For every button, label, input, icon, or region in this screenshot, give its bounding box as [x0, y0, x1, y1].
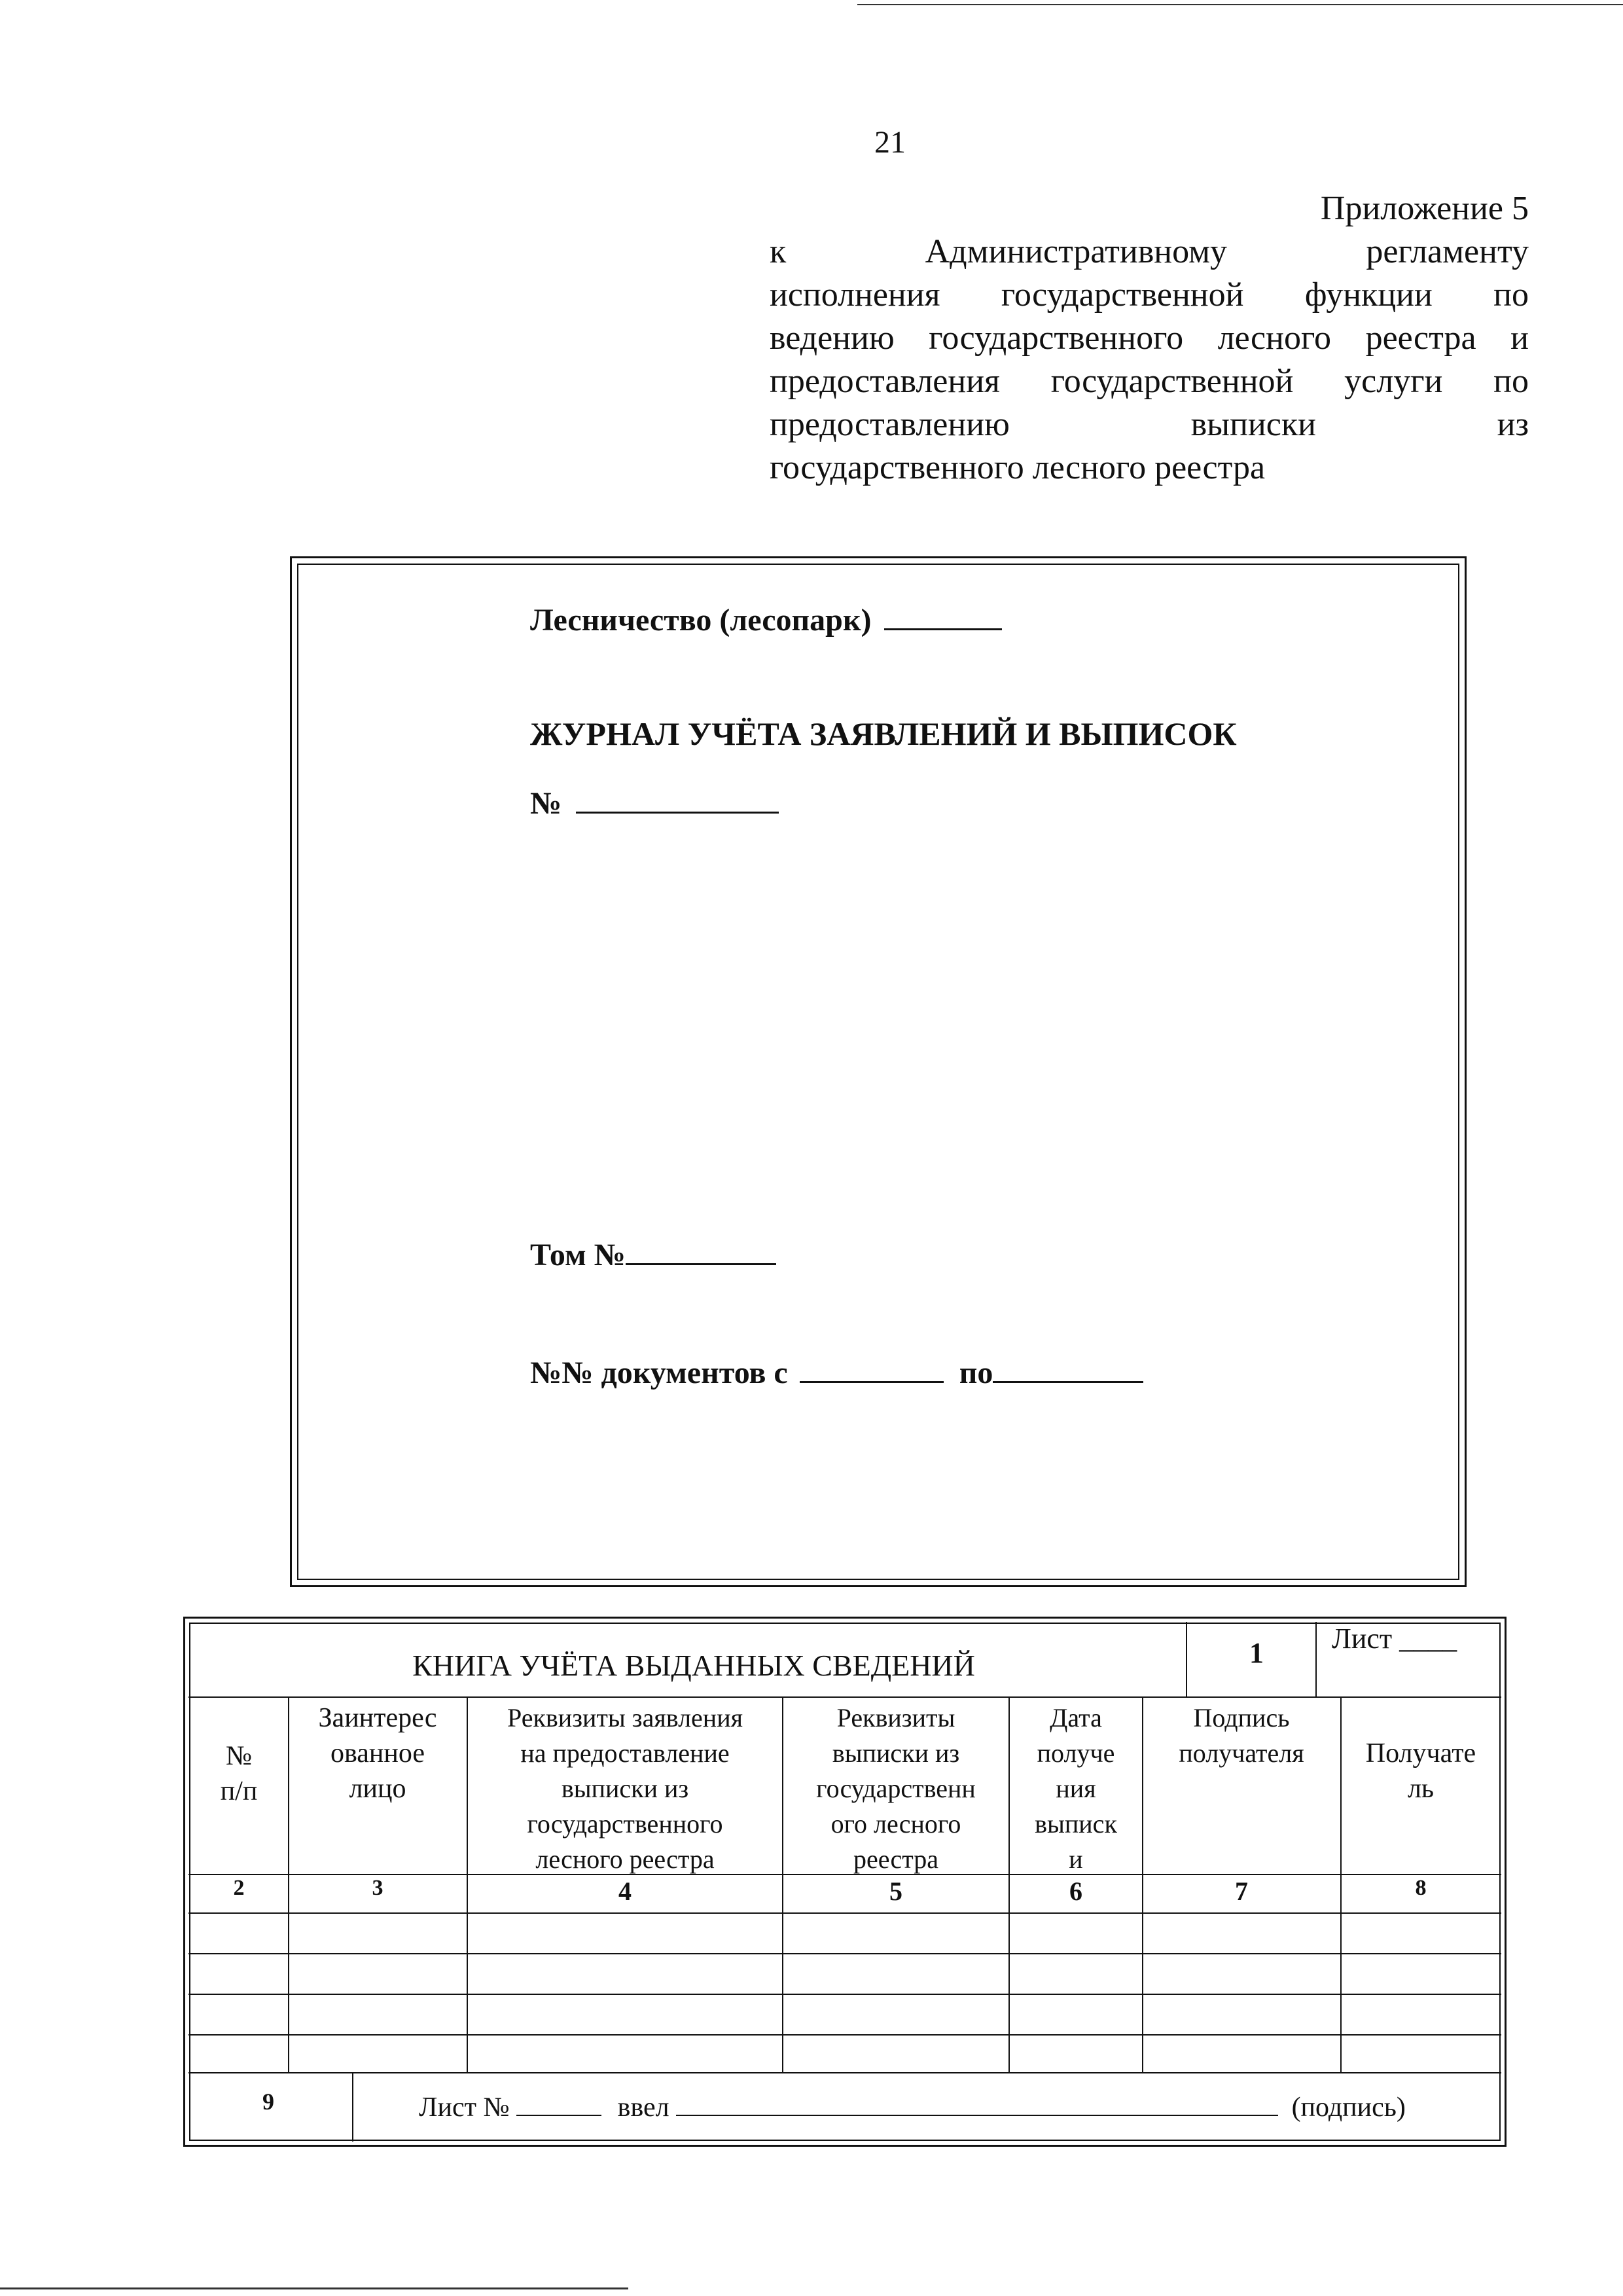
column-number: 6: [1069, 1876, 1082, 1906]
volume-blank: [626, 1237, 776, 1265]
journal-title: ЖУРНАЛ УЧЁТА ЗАЯВЛЕНИЙ И ВЫПИСОК: [530, 715, 1237, 752]
forestry-label: Лесничество (лесопарк): [530, 603, 872, 637]
column-header: Дата получе ния выписк и: [1035, 1703, 1117, 1874]
column-header: Реквизиты выписки из государственн ого лесного реестра: [816, 1703, 976, 1874]
journal-number-label: №: [530, 786, 562, 821]
appendix-line: предоставления государственной услуги по: [770, 363, 1529, 400]
table-rule: [188, 1994, 1501, 1995]
column-number: 7: [1235, 1876, 1248, 1906]
column-header: Реквизиты заявления на предоставление выписки из государственного лесного реестра: [507, 1703, 743, 1874]
documents-range-field: [530, 1355, 1143, 1391]
footer-entered-label: ввел: [617, 2092, 669, 2123]
column-number: 5: [889, 1876, 902, 1906]
volume-label: Том №: [530, 1238, 626, 1272]
scan-edge-line: [857, 4, 1623, 5]
column-number: 8: [1415, 1876, 1427, 1900]
column-header: Получате ль: [1365, 1738, 1476, 1804]
documents-to-label: по: [959, 1355, 993, 1390]
table-rule: [352, 2072, 353, 2142]
journal-number-field: [530, 785, 779, 821]
sheet-number: 1: [1249, 1637, 1264, 1669]
volume-field: [530, 1237, 776, 1273]
table-rule: [188, 1696, 1501, 1698]
scan-edge-line: [0, 2287, 628, 2289]
journal-number-blank: [576, 785, 779, 814]
table-rule: [188, 1912, 1501, 1914]
footer-sheet-label: Лист №: [419, 2092, 510, 2123]
appendix-line: исполнения государственной функции по: [770, 276, 1529, 314]
appendix-line: предоставлению выписки из: [770, 406, 1529, 443]
appendix-line: ведению государственного лесного реестра и: [770, 319, 1529, 357]
appendix-title: Приложение 5: [1320, 190, 1529, 227]
column-header: № п/п: [220, 1741, 258, 1806]
footer-signature-label: (подпись): [1291, 2092, 1406, 2123]
footer-name-blank: [676, 2094, 1278, 2116]
documents-to-blank: [993, 1355, 1143, 1383]
column-number: 2: [233, 1876, 245, 1900]
documents-from-blank: [800, 1355, 944, 1383]
table-rule: [188, 1953, 1501, 1954]
documents-from-label: №№ документов с: [530, 1355, 788, 1390]
table-rule: [188, 2034, 1501, 2036]
column-number: 3: [372, 1876, 383, 1900]
table-rule: [188, 2072, 1501, 2073]
column-header: Подпись получателя: [1179, 1703, 1304, 1768]
footer-sheet-blank: [516, 2094, 601, 2116]
appendix-line: к Административному регламенту: [770, 233, 1529, 270]
footer-number: 9: [262, 2089, 274, 2115]
footer-entry: [419, 2092, 1406, 2123]
column-header: Заинтерес ованное лицо: [318, 1703, 437, 1804]
forestry-blank: [884, 602, 1002, 630]
sheet-label: Лист ____: [1332, 1623, 1457, 1655]
appendix-text: [770, 230, 1529, 490]
forestry-field: [530, 602, 1002, 638]
column-number: 4: [618, 1876, 632, 1906]
appendix-line: государственного лесного реестра: [770, 449, 1266, 486]
book-title: КНИГА УЧЁТА ВЫДАННЫХ СВЕДЕНИЙ: [412, 1649, 975, 1682]
journal-cover-frame: [290, 556, 1467, 1587]
page-number: 21: [874, 125, 906, 160]
